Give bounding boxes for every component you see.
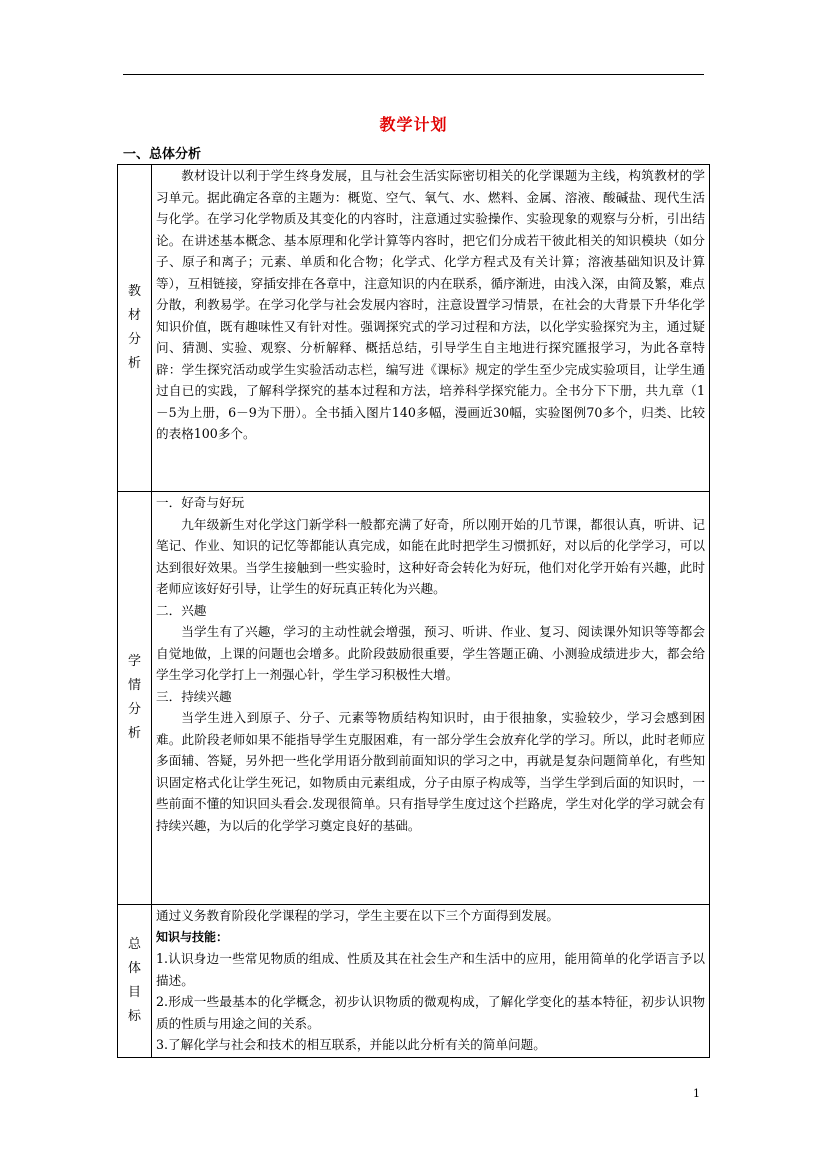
document-title: 教学计划 bbox=[379, 115, 448, 134]
row-content-cell bbox=[152, 492, 710, 905]
page-number: 1 bbox=[693, 1087, 700, 1100]
row-label-cell bbox=[118, 165, 152, 492]
subheading-curiosity: 一．好奇与好玩 bbox=[156, 495, 245, 510]
row-label-materials: 教 材 分 析 bbox=[127, 284, 141, 371]
row-label-goals: 总 体 目 标 bbox=[127, 937, 141, 1024]
paragraph-sustained-interest: 当学生进入到原子、分子、元素等物质结构知识时，由于很抽象，实验较少，学习会感到困难。此阶段老师如果不能指导学生克服困难，有一部分学生会放弃化学的学习。所以，此时老师应多面辅、答疑，另外把一些化学用语分散到前面知识的学习之中，再就是复杂问题简单化，有些知识固定格式化让学生死记，如物质由元素组成，分子由原子构成等，当学生学到后面的知识时，一些前面不懂的知识回头看会.发现很简单。只有指导学生度过这个拦路虎，学生对化学的学习就会有持续兴趣，为以后的化学学习奠定良好的基础。 bbox=[156, 710, 705, 833]
paragraph-interest: 当学生有了兴趣，学习的主动性就会增强，预习、听讲、作业、复习、阅读课外知识等等都会自觉地做，上课的问题也会增多。此阶段鼓励很重要，学生答题正确、小测验成绩进步大，都会给学生学习化学打上一剂强心针，学生学习积极性大增。 bbox=[156, 624, 705, 682]
subheading-interest: 二．兴趣 bbox=[156, 602, 207, 618]
goal-item-1: 1.认识身边一些常见物质的组成、性质及其在社会生产和生活中的应用，能用简单的化学语言予以描述。 bbox=[156, 951, 705, 988]
header-rule bbox=[123, 74, 704, 75]
goals-knowledge-heading: 知识与技能： bbox=[156, 929, 229, 944]
row-content-cell bbox=[152, 905, 710, 1058]
goal-item-3: 3.了解化学与社会和技术的相互联系，并能以此分析有关的简单问题。 bbox=[156, 1037, 546, 1052]
row-label-cell bbox=[118, 492, 152, 905]
goal-item-2: 2.形成一些最基本的化学概念，初步认识物质的微观构成，了解化学变化的基本特征，初步认识物质的性质与用途之间的关系。 bbox=[156, 994, 705, 1031]
section-heading: 一、总体分析 bbox=[123, 147, 202, 162]
goals-intro: 通过义务教育阶段化学课程的学习，学生主要在以下三个方面得到发展。 bbox=[156, 908, 559, 923]
subheading-sustained-interest: 三．持续兴趣 bbox=[156, 688, 232, 704]
materials-paragraph: 教材设计以利于学生终身发展，且与社会生活实际密切相关的化学课题为主线，构筑教材的学习单元。据此确定各章的主题为：概览、空气、氧气、水、燃料、金属、溶液、酸碱盐、现代生活与化学。在学习化学物质及其变化的内容时，注意通过实验操作、实验现象的观察与分析，引出结论。在讲述基本概念、基本原理和化学计算等内容时，把它们分成若干彼此相关的知识模块（如分子、原子和离子；元素、单质和化合物；化学式、化学方程式及有关计算；溶液基础知识及计算等），互相链接，穿插安排在各章中，注意知识的内在联系，循序渐进，由浅入深，由简及繁，难点分散，利教易学。在学习化学与社会发展内容时，注意设置学习情景，在社会的大背景下升华化学知识价值，既有趣味性又有针对性。强调探究式的学习过程和方法，以化学实验探究为主，通过疑问、猜测、实验、观察、分析解释、概括总结，引导学生自主地进行探究匯报学习，为此各章特辟：学生探究活动或学生实验活动志栏，编写进《课标》规定的学生至少完成实验项目，让学生通过自已的实践，了解科学探究的基本过程和方法，培养科学探究能力。全书分下下册，共九章（1－5为上册，6－9为下册）。全书插入图片140多幅，漫画近30幅，实验图例70多个，归类、比较的表格100多个。 bbox=[156, 168, 705, 441]
row-label-cell bbox=[118, 905, 152, 1058]
row-label-students: 学 情 分 析 bbox=[127, 654, 141, 741]
table-row-goals bbox=[118, 905, 710, 1058]
paragraph-curiosity: 九年级新生对化学这门新学科一般都充满了好奇，所以刚开始的几节课，都很认真，听讲、记笔记、作业、知识的记忆等都能认真完成，如能在此时把学生习惯抓好，对以后的化学学习，可以达到很好效果。当学生接触到一些实验时，这种好奇会转化为好玩，他们对化学开始有兴趣，此时老师应该好好引导，让学生的好玩真正转化为兴趣。 bbox=[156, 516, 705, 596]
table-row-students bbox=[118, 492, 710, 905]
plan-table bbox=[117, 164, 710, 1058]
table-row-materials bbox=[118, 165, 710, 492]
row-content-cell bbox=[152, 165, 710, 492]
